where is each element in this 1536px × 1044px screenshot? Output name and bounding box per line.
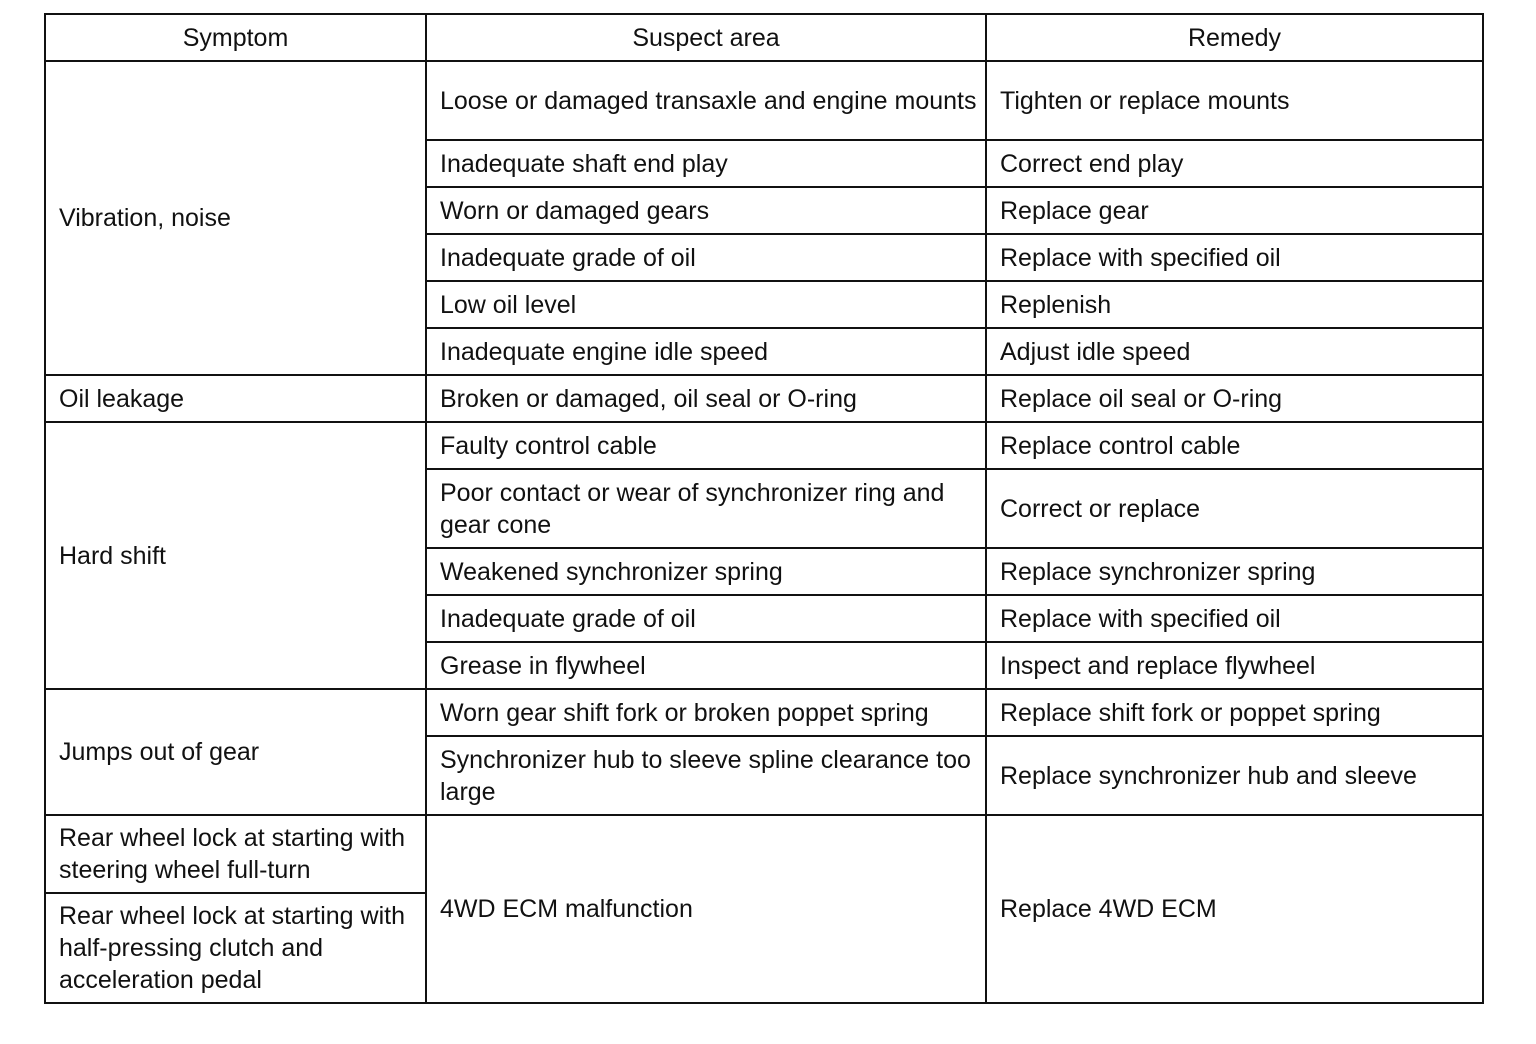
symptom-cell: Rear wheel lock at starting with half-pressing clutch and acceleration pedal xyxy=(45,893,426,1003)
table-row xyxy=(45,815,1483,893)
suspect-cell: 4WD ECM malfunction xyxy=(426,815,986,1003)
suspect-cell: Inadequate shaft end play xyxy=(426,140,986,187)
symptom-cell: Jumps out of gear xyxy=(45,689,426,815)
remedy-cell: Replenish xyxy=(986,281,1483,328)
remedy-cell: Replace with specified oil xyxy=(986,595,1483,642)
remedy-cell: Replace gear xyxy=(986,187,1483,234)
suspect-cell: Worn gear shift fork or broken poppet spring xyxy=(426,689,986,736)
remedy-cell: Tighten or replace mounts xyxy=(986,61,1483,140)
suspect-cell: Inadequate grade of oil xyxy=(426,234,986,281)
suspect-cell: Faulty control cable xyxy=(426,422,986,469)
table-row xyxy=(45,422,1483,469)
table-row xyxy=(45,375,1483,422)
symptom-cell: Rear wheel lock at starting with steering wheel full-turn xyxy=(45,815,426,893)
suspect-cell: Low oil level xyxy=(426,281,986,328)
remedy-cell: Replace oil seal or O-ring xyxy=(986,375,1483,422)
suspect-cell: Broken or damaged, oil seal or O-ring xyxy=(426,375,986,422)
suspect-cell: Synchronizer hub to sleeve spline clearance too large xyxy=(426,736,986,815)
table-row xyxy=(45,61,1483,140)
remedy-cell: Replace 4WD ECM xyxy=(986,815,1483,1003)
header-suspect-area: Suspect area xyxy=(426,14,986,61)
remedy-cell: Correct end play xyxy=(986,140,1483,187)
remedy-cell: Adjust idle speed xyxy=(986,328,1483,375)
suspect-cell: Weakened synchronizer spring xyxy=(426,548,986,595)
remedy-cell: Correct or replace xyxy=(986,469,1483,548)
remedy-cell: Replace control cable xyxy=(986,422,1483,469)
symptom-cell: Hard shift xyxy=(45,422,426,689)
suspect-cell: Poor contact or wear of synchronizer ring and gear cone xyxy=(426,469,986,548)
symptom-cell: Oil leakage xyxy=(45,375,426,422)
suspect-cell: Worn or damaged gears xyxy=(426,187,986,234)
suspect-cell: Inadequate grade of oil xyxy=(426,595,986,642)
remedy-cell: Replace synchronizer spring xyxy=(986,548,1483,595)
remedy-cell: Replace synchronizer hub and sleeve xyxy=(986,736,1483,815)
suspect-cell: Grease in flywheel xyxy=(426,642,986,689)
symptom-cell: Vibration, noise xyxy=(45,61,426,375)
table-row xyxy=(45,689,1483,736)
remedy-cell: Replace with specified oil xyxy=(986,234,1483,281)
suspect-cell: Loose or damaged transaxle and engine mounts xyxy=(426,61,986,140)
remedy-cell: Replace shift fork or poppet spring xyxy=(986,689,1483,736)
suspect-cell: Inadequate engine idle speed xyxy=(426,328,986,375)
header-remedy: Remedy xyxy=(986,14,1483,61)
table-header-row xyxy=(45,14,1483,61)
troubleshooting-table xyxy=(44,13,1484,1004)
remedy-cell: Inspect and replace flywheel xyxy=(986,642,1483,689)
header-symptom: Symptom xyxy=(45,14,426,61)
